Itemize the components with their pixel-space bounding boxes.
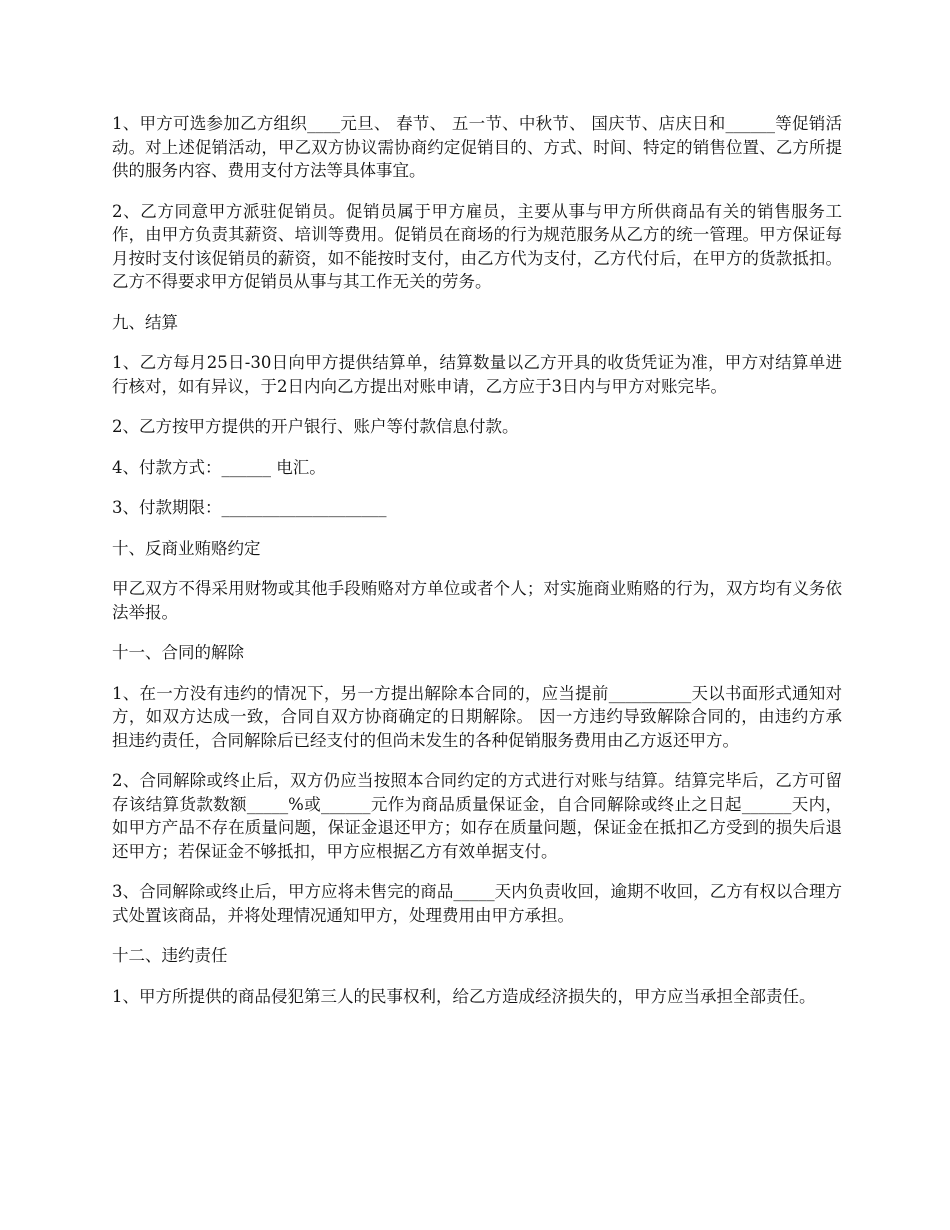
- section-heading-settlement: 九、结算: [112, 312, 178, 332]
- clause-11-2-settlement-after-termination: 2、合同解除或终止后，双方仍应当按照本合同约定的方式进行对账与结算。结算完毕后，乙方可留存该结算货款数额_____%或______元作为商品质量保证金，自合同解除或终止之日起______天内，如甲方产品不存在质量问题，保证金退还甲方；如存在质量问题，保证金在抵扣乙方受到的损失后退还甲方；若保证金不够抵扣，甲方应根据乙方有效单据支付。: [112, 771, 842, 861]
- clause-8-2-promoters: 2、乙方同意甲方派驻促销员。促销员属于甲方雇员，主要从事与甲方所供商品有关的销售服务工作，由甲方负责其薪资、培训等费用。促销员在商场的行为规范服务从乙方的统一管理。甲方保证每月按时支付该促销员的薪资，如不能按时支付，由乙方代为支付，乙方代付后，在甲方的货款抵扣。乙方不得要求甲方促销员从事与其工作无关的劳务。: [112, 201, 842, 291]
- clause-11-3-unsold-goods: 3、合同解除或终止后，甲方应将未售完的商品_____天内负责收回，逾期不收回，乙方有权以合理方式处置该商品，并将处理情况通知甲方，处理费用由甲方承担。: [112, 882, 842, 925]
- clause-9-1-statement: 1、乙方每月25日-30日向甲方提供结算单，结算数量以乙方开具的收货凭证为准，甲方对结算单进行核对，如有异议，于2日内向乙方提出对账申请，乙方应于3日内与甲方对账完毕。: [112, 353, 842, 396]
- section-heading-liability: 十二、违约责任: [112, 946, 228, 965]
- clause-11-1-termination-notice: 1、在一方没有违约的情况下，另一方提出解除本合同的，应当提前__________天以书面形式通知对方，如双方达成一致，合同自双方协商确定的日期解除。 因一方违约导致解除合同的，由违约方承担违约责任，合同解除后已经支付的但尚未发生的各种促销服务费用由乙方返还甲方。: [112, 683, 842, 750]
- clause-8-1-promotion-activities: 1、甲方可选参加乙方组织____元旦、 春节、 五一节、中秋节、 国庆节、店庆日和______等促销活动。对上述促销活动，甲乙双方协议需协商约定促销目的、方式、时间、特定的销售位置、乙方所提供的服务内容、费用支付方法等具体事宜。: [112, 114, 842, 180]
- clause-9-4-payment-method: 4、付款方式：______ 电汇。: [112, 457, 326, 477]
- section-heading-termination: 十一、合同的解除: [112, 643, 244, 662]
- clause-12-1-infringement: 1、甲方所提供的商品侵犯第三人的民事权利，给乙方造成经济损失的，甲方应当承担全部责任。: [112, 986, 816, 1006]
- document-page: [112, 112, 842, 1025]
- section-heading-anti-bribery: 十、反商业贿赂约定: [112, 538, 261, 558]
- clause-9-2-payment-info: 2、乙方按甲方提供的开户银行、账户等付款信息付款。: [112, 417, 519, 436]
- clause-10-anti-bribery: 甲乙双方不得采用财物或其他手段贿赂对方单位或者个人；对实施商业贿赂的行为，双方均有义务依法举报。: [112, 579, 842, 622]
- clause-9-3-payment-term: 3、付款期限：____________________: [112, 498, 387, 517]
